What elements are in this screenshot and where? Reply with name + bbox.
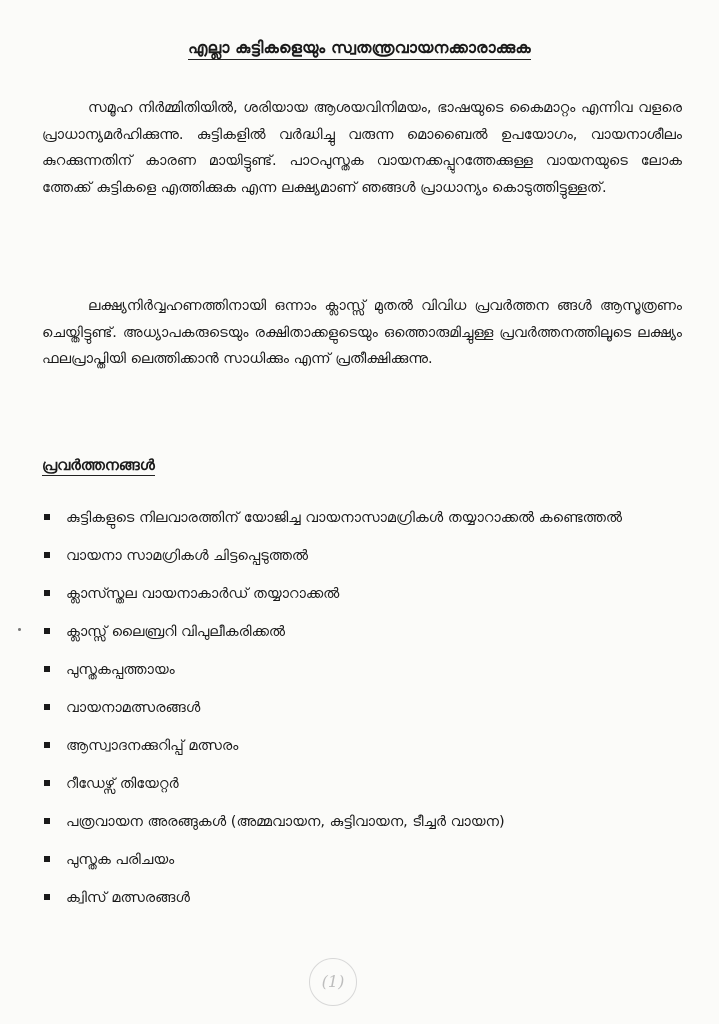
scan-speck [18, 628, 21, 631]
list-item: കുട്ടികളുടെ നിലവാരത്തിന് യോജിച്ച വായനാസാമഗ്രികൾ തയ്യാറാക്കൽ കണ്ടെത്തൽ [42, 505, 692, 531]
list-item: വായനാമത്സരങ്ങൾ [42, 695, 692, 721]
list-item: പത്രവായന അരങ്ങുകൾ (അമ്മവായന, കുട്ടിവായന, ടീച്ചർ വായന) [42, 809, 692, 835]
document-title-text: എല്ലാ കുട്ടികളെയും സ്വതന്ത്രവായനക്കാരാക്കുക [188, 38, 531, 60]
activities-heading: പ്രവർത്തനങ്ങൾ [42, 456, 155, 474]
list-item: പുസ്തക പരിചയം [42, 847, 692, 873]
list-item: റീഡേഴ്സ് തിയേറ്റർ [42, 771, 692, 797]
page-number: (1) [309, 958, 357, 1006]
activities-list [42, 505, 692, 923]
intro-paragraph: സമൂഹ നിർമ്മിതിയിൽ, ശരിയായ ആശയവിനിമയം, ഭാഷയുടെ കൈമാറ്റം എന്നിവ വളരെ പ്രാധാന്യമർഹിക്കുന്നു. കുട്ടികളിൽ വർദ്ധിച്ചു വരുന്ന മൊബൈൽ ഉപയോഗം, വായനാശീലം കുറക്കുന്നതിന് കാരണ മായിട്ടുണ്ട്. പാഠപുസ്തക വായനക്കപ്പുറത്തേക്കുള്ള വായനയുടെ ലോക ത്തേക്ക് കുട്ടികളെ എത്തിക്കുക എന്ന ലക്ഷ്യമാണ് ഞങ്ങൾ പ്രാധാന്യം കൊടുത്തിട്ടുള്ളത്. [42, 100, 682, 196]
list-item: ക്ലാസ്സ് ലൈബ്രറി വിപുലീകരിക്കൽ [42, 619, 692, 645]
list-item: ക്ലാസ്സ്തല വായനാകാർഡ് തയ്യാറാക്കൽ [42, 581, 692, 607]
document-title [0, 38, 719, 58]
goal-paragraph: ലക്ഷ്യനിർവ്വഹണത്തിനായി ഒന്നാം ക്ലാസ്സ് മുതൽ വിവിധ പ്രവർത്തന ങ്ങൾ ആസൂത്രണം ചെയ്തിട്ടുണ്ട്. അധ്യാപകരുടെയും രക്ഷിതാക്കളുടെയും ഒത്തൊരുമിച്ചുള്ള പ്രവർത്തനത്തിലൂടെ ലക്ഷ്യം ഫലപ്രാപ്തിയി ലെത്തിക്കാൻ സാധിക്കും എന്ന് പ്രതീക്ഷിക്കുന്നു. [42, 298, 682, 367]
list-item: ക്വിസ് മത്സരങ്ങൾ [42, 885, 692, 911]
list-item: വായനാ സാമഗ്രികൾ ചിട്ടപ്പെടുത്തൽ [42, 543, 692, 569]
list-item: ആസ്വാദനക്കുറിപ്പ് മത്സരം [42, 733, 692, 759]
list-item: പുസ്തകപ്പത്തായം [42, 657, 692, 683]
